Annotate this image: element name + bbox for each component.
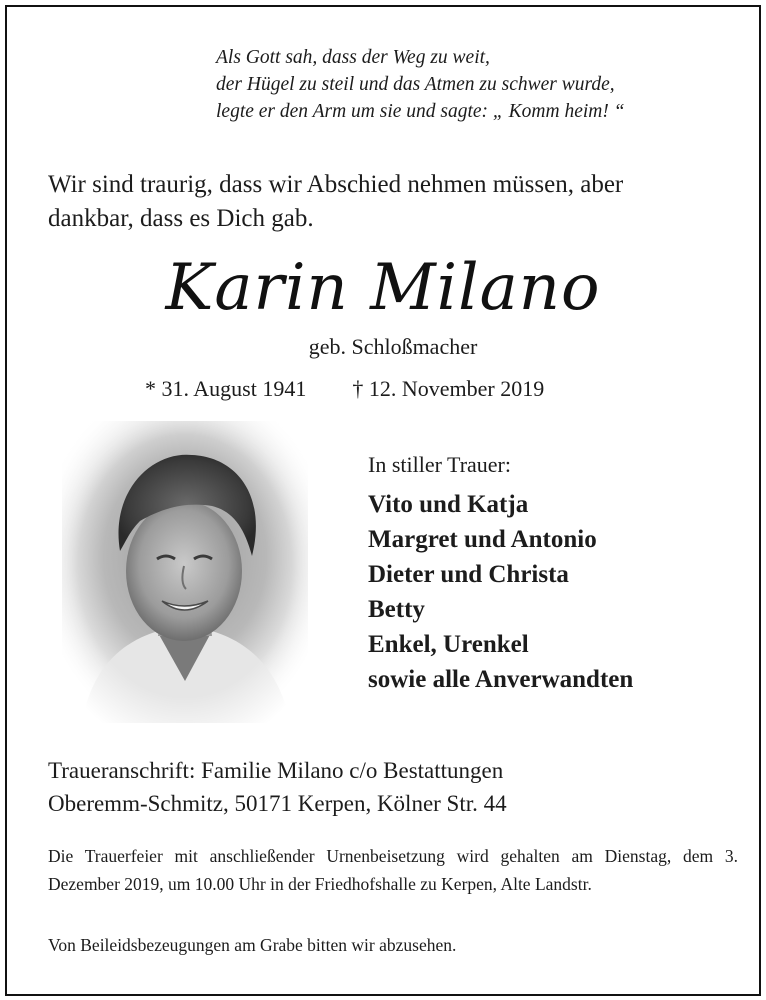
maiden-name: geb. Schloßmacher: [308, 334, 478, 359]
intro-line: Wir sind traurig, dass wir Abschied nehmen müssen, aber: [48, 171, 624, 198]
mourner-name: Margret und Antonio: [368, 526, 597, 553]
ceremony-info: Die Trauerfeier mit anschließender Urnenbeisetzung wird gehalten am Dienstag, dem 3. Dezember 2019, um 10.00 Uhr in der Friedhofshalle zu Kerpen, Alte Landstr.: [48, 846, 738, 894]
intro-text: [48, 168, 738, 236]
intro-line: dankbar, dass es Dich gab.: [48, 205, 314, 232]
address-line: Oberemm-Schmitz, 50171 Kerpen, Kölner Str. 44: [48, 791, 507, 816]
birth-date: * 31. August 1941: [145, 376, 307, 401]
maiden-name-row: [0, 334, 766, 360]
address-line: Traueranschrift: Familie Milano c/o Bestattungen: [48, 758, 504, 783]
poem-line: Als Gott sah, dass der Weg zu weit,: [216, 47, 490, 68]
mourning-address: [48, 754, 507, 820]
mourner-name: Vito und Katja: [368, 491, 529, 518]
mourners-list: [368, 487, 633, 697]
mourning-heading: In stiller Trauer:: [368, 452, 511, 477]
death-date: † 12. November 2019: [352, 376, 545, 401]
life-dates: [145, 376, 544, 402]
mourner-name: Betty: [368, 596, 425, 623]
portrait-photo: [62, 421, 308, 723]
poem-line: legte er den Arm um sie und sagte: „ Komm heim! “: [216, 101, 625, 122]
condolence-note: Von Beileidsbezeugungen am Grabe bitten wir abzusehen.: [48, 935, 457, 955]
poem: [216, 44, 736, 125]
deceased-name: Karin Milano: [165, 251, 601, 325]
mourner-name: Dieter und Christa: [368, 561, 569, 588]
poem-line: der Hügel zu steil und das Atmen zu schwer wurde,: [216, 74, 615, 95]
mourner-name: sowie alle Anverwandten: [368, 666, 634, 693]
mourner-name: Enkel, Urenkel: [368, 631, 529, 658]
